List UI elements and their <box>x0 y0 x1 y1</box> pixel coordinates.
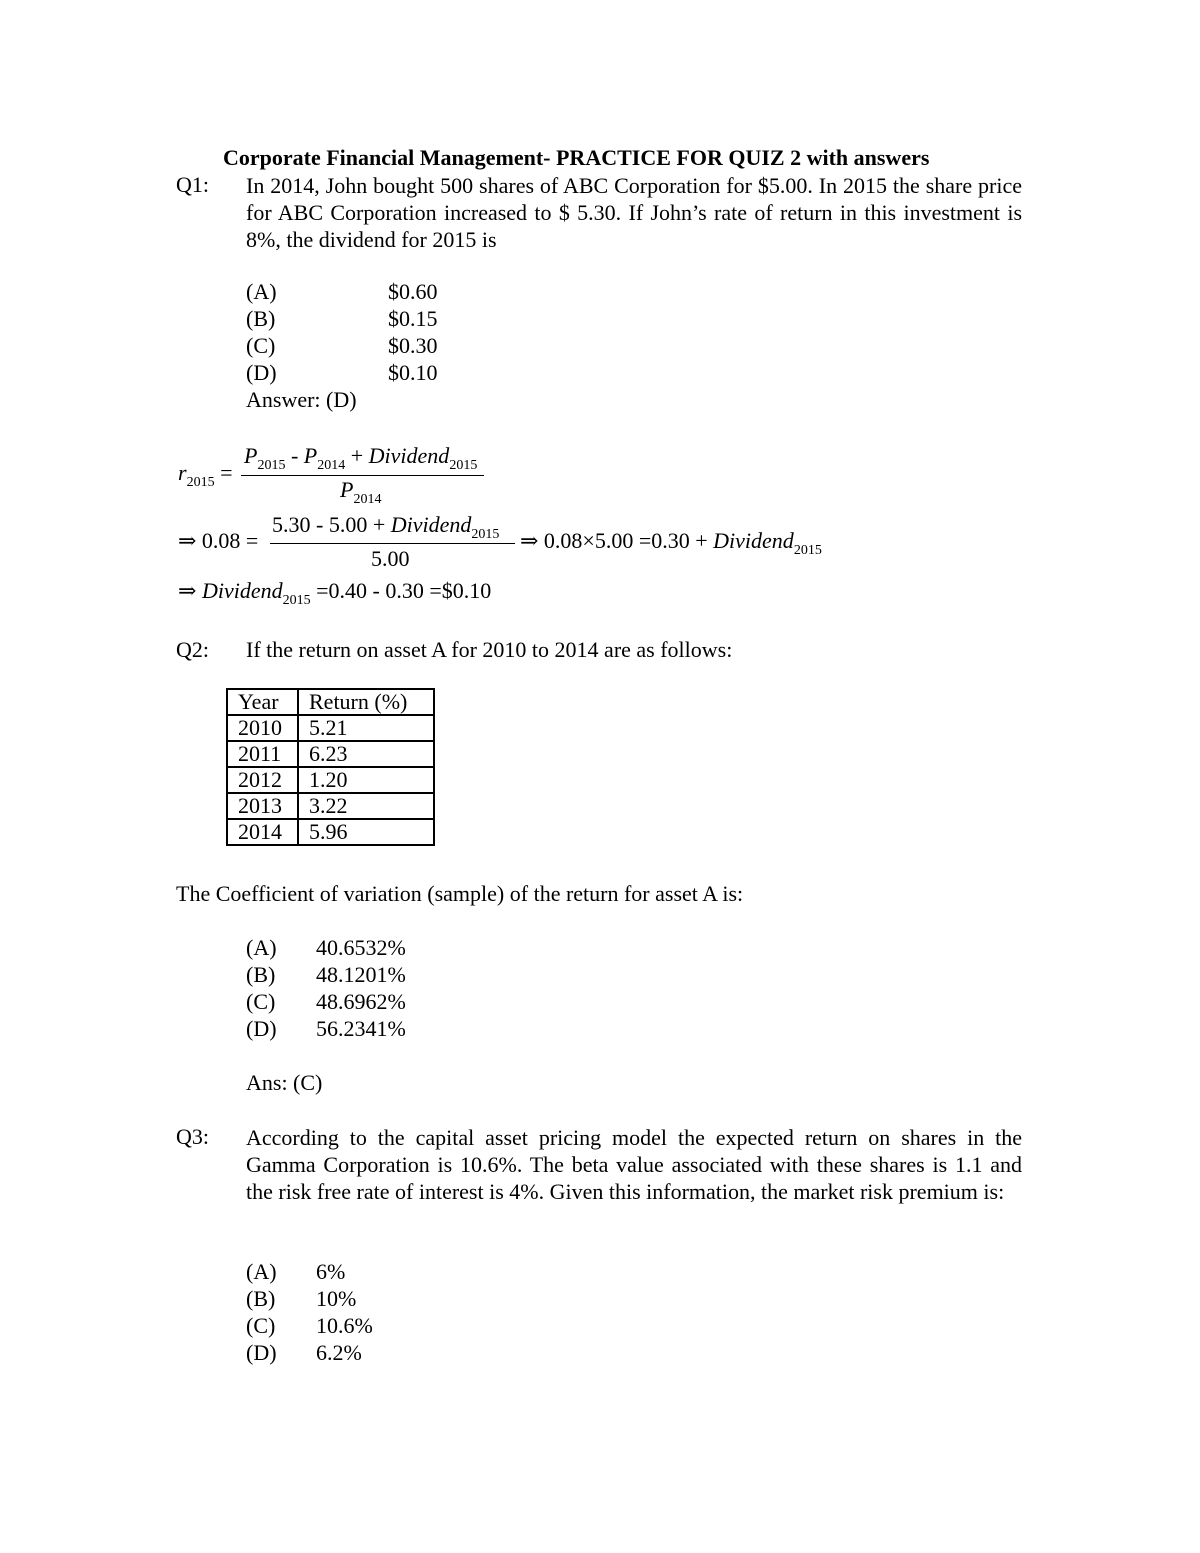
option-letter: (A) <box>246 279 277 304</box>
table-row <box>227 793 434 819</box>
formula-step2-denominator: 5.00 <box>371 546 410 571</box>
option-letter: (D) <box>246 1016 277 1041</box>
question-2-text: If the return on asset A for 2010 to 2014 are as follows: <box>246 637 733 662</box>
formula-step2-rhs: ⇒ 0.08×5.00 =0.30 + Dividend$_{2015}$ <box>520 528 822 558</box>
table-row <box>227 819 434 845</box>
table-row <box>227 715 434 741</box>
option-value: 10.6% <box>316 1313 373 1338</box>
question-2-prompt: The Coefficient of variation (sample) of the return for asset A is: <box>176 881 744 906</box>
table-cell: 2010 <box>227 715 298 741</box>
option-letter: (C) <box>246 1313 276 1338</box>
table-header-row <box>227 689 434 715</box>
question-1-text: In 2014, John bought 500 shares of ABC Corporation for $5.00. In 2015 the share price for ABC Corporation increased to $ 5.30. If John’s rate of return in this investment is 8%, the dividend for 2015 is <box>246 173 1022 252</box>
question-2-label: Q2: <box>176 637 209 662</box>
option-value: 40.6532% <box>316 935 406 960</box>
option-value: 6% <box>316 1259 346 1284</box>
table-cell: 2012 <box>227 767 298 793</box>
option-letter: (B) <box>246 962 276 987</box>
option-letter: (C) <box>246 333 276 358</box>
question-3-text: According to the capital asset pricing model the expected return on shares in the Gamma Corporation is 10.6%. The beta value associated with these shares is 1.1 and the risk free rate of interest is 4%. Given this information, the market risk premium is: <box>246 1125 1022 1204</box>
option-value: 56.2341% <box>316 1016 406 1041</box>
fraction-line <box>270 543 515 544</box>
option-letter: (B) <box>246 306 276 331</box>
fraction-line <box>241 475 484 476</box>
question-1-answer: Answer: (D) <box>246 387 357 412</box>
question-1-label: Q1: <box>176 172 209 197</box>
table-cell: 3.22 <box>298 793 434 819</box>
option-letter: (B) <box>246 1286 276 1311</box>
table-cell: 2013 <box>227 793 298 819</box>
formula-lhs: $r_{2015}$ = <box>178 460 233 490</box>
option-value: $0.15 <box>388 306 438 331</box>
page-title: Corporate Financial Management- PRACTICE FOR QUIZ 2 with answers <box>223 145 930 170</box>
option-letter: (A) <box>246 935 277 960</box>
table-cell: 5.21 <box>298 715 434 741</box>
option-value: $0.60 <box>388 279 438 304</box>
table-cell: 2011 <box>227 741 298 767</box>
table-row <box>227 767 434 793</box>
table-row <box>227 741 434 767</box>
formula-step3: ⇒ Dividend$_{2015}$ =0.40 - 0.30 =$0.10 <box>178 578 492 608</box>
table-header: Year <box>227 689 298 715</box>
option-letter: (A) <box>246 1259 277 1284</box>
formula-step2-numerator: 5.30 - 5.00 + Dividend$_{2015}$ <box>272 512 500 542</box>
returns-table <box>226 688 435 846</box>
table-cell: 6.23 <box>298 741 434 767</box>
formula-step2-lhs: ⇒ 0.08 = <box>178 528 259 553</box>
option-value: 6.2% <box>316 1340 362 1365</box>
table-cell: 5.96 <box>298 819 434 845</box>
question-3-label: Q3: <box>176 1124 209 1149</box>
option-letter: (D) <box>246 360 277 385</box>
formula-denominator: $P_{2014}$ <box>340 477 382 507</box>
table-cell: 1.20 <box>298 767 434 793</box>
option-value: 48.1201% <box>316 962 406 987</box>
option-value: 10% <box>316 1286 357 1311</box>
question-2-answer: Ans: (C) <box>246 1070 323 1095</box>
option-letter: (D) <box>246 1340 277 1365</box>
formula-numerator: $P_{2015} - P_{2014}$ + Dividend$_{2015}$ <box>244 443 478 473</box>
table-cell: 2014 <box>227 819 298 845</box>
option-value: $0.10 <box>388 360 438 385</box>
option-value: 48.6962% <box>316 989 406 1014</box>
table-header: Return (%) <box>298 689 434 715</box>
option-value: $0.30 <box>388 333 438 358</box>
option-letter: (C) <box>246 989 276 1014</box>
